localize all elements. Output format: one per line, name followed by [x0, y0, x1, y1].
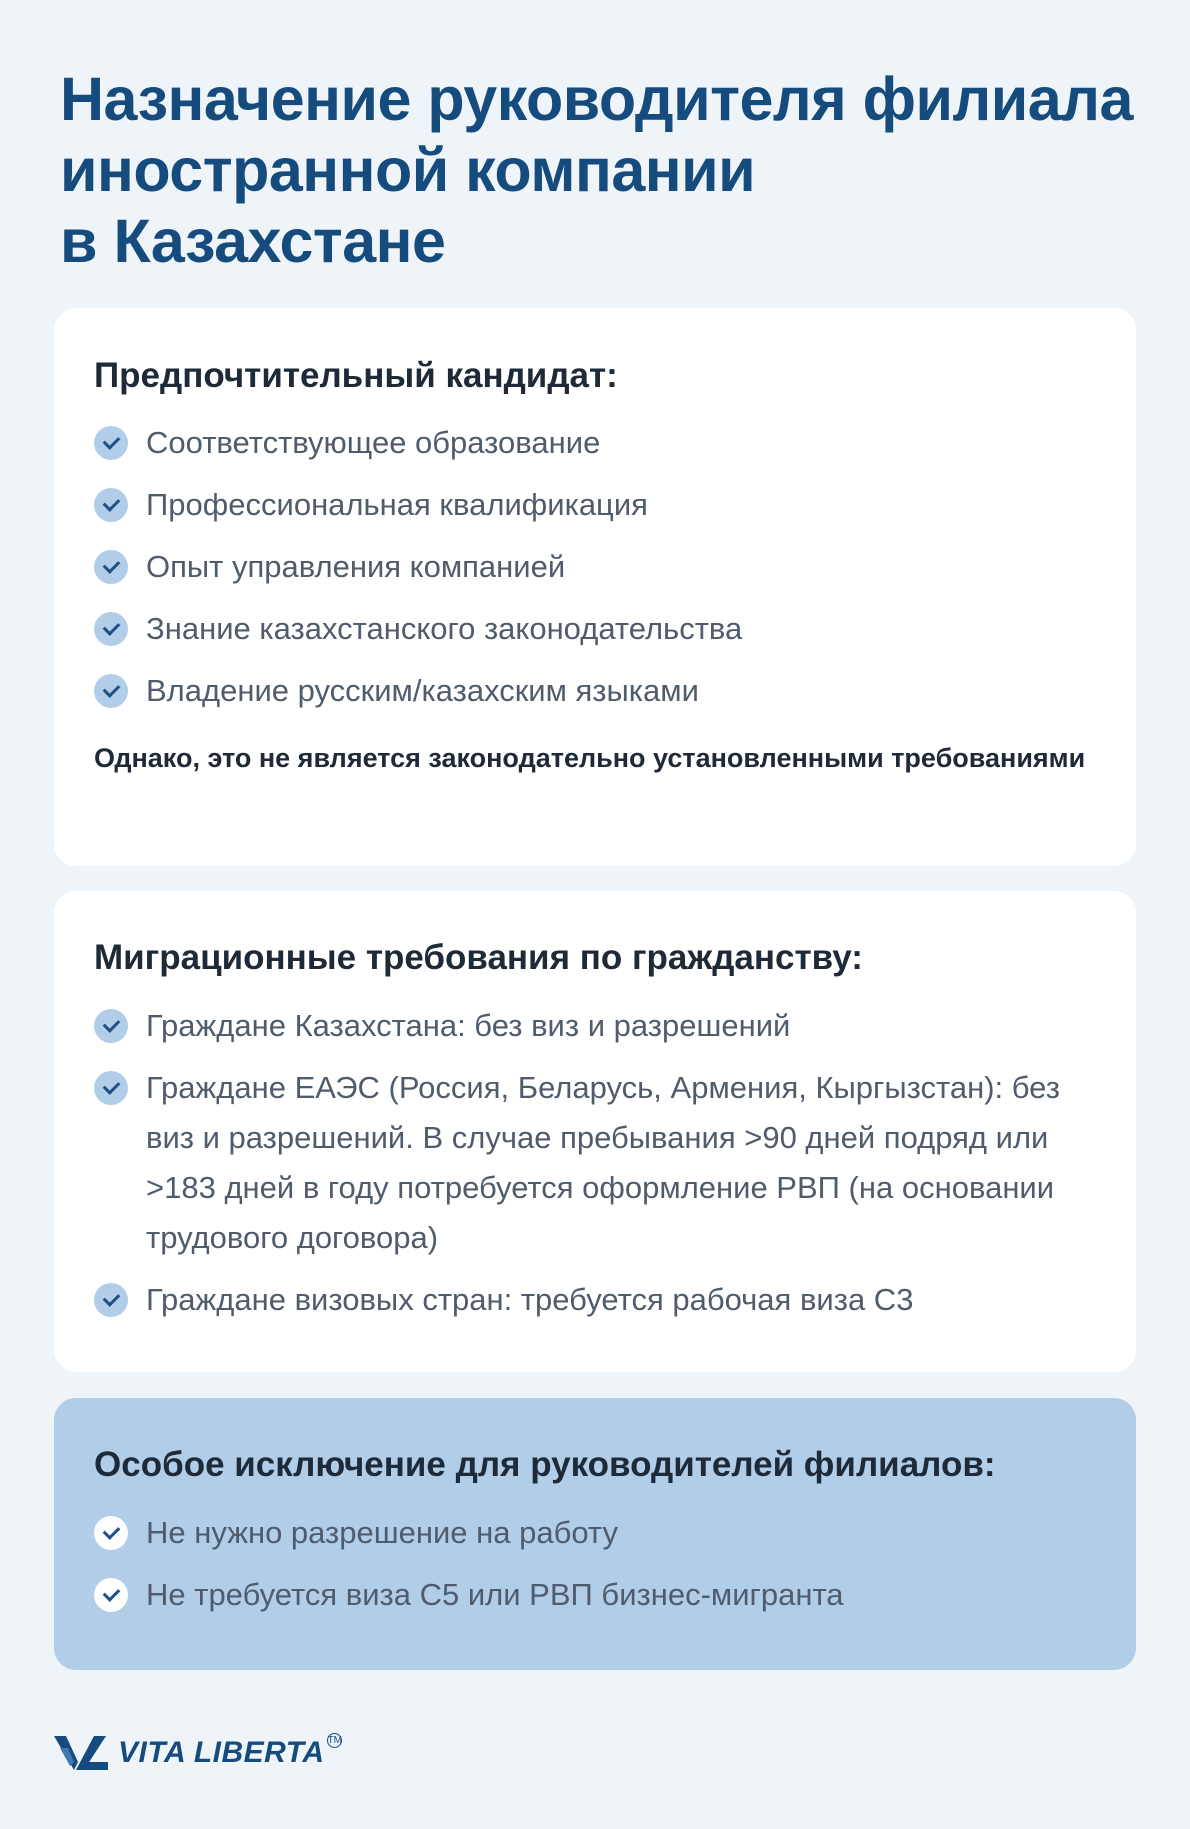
logo-text: VITA LIBERTA [118, 1736, 325, 1769]
trademark-icon: TM [327, 1735, 343, 1746]
list-item-text: Знание казахстанского законодательства [146, 611, 743, 646]
check-icon [94, 1071, 128, 1105]
list-item-text: Не требуется виза С5 или РВП бизнес-мигранта [146, 1577, 844, 1612]
vita-liberta-logo-mark-icon [54, 1732, 110, 1774]
check-icon [94, 550, 128, 584]
migration-list [94, 1001, 1096, 1337]
list-item-text: Соответствующее образование [146, 425, 601, 460]
list-item-text: Профессиональная квалификация [146, 487, 648, 522]
list-item [94, 1001, 1096, 1063]
list-item [94, 480, 1096, 542]
title-line-2: иностранной компании [60, 136, 756, 204]
migration-heading: Миграционные требования по гражданству: [94, 938, 863, 977]
list-item-text: Опыт управления компанией [146, 549, 566, 584]
check-icon [94, 1578, 128, 1612]
check-icon [94, 674, 128, 708]
list-item-text: Граждане Казахстана: без виз и разрешений [146, 1008, 791, 1043]
list-item [94, 666, 1096, 728]
preferred-note: Однако, это не является законодательно установленными требованиями [94, 743, 1086, 773]
list-item [94, 1063, 1096, 1275]
check-icon [94, 488, 128, 522]
list-item [94, 1275, 1096, 1337]
list-item [94, 542, 1096, 604]
page-title [60, 64, 1140, 277]
check-icon [94, 1283, 128, 1317]
list-item [94, 418, 1096, 480]
list-item-text: Граждане ЕАЭС (Россия, Беларусь, Армения, Кыргызстан): без виз и разрешений. В случае пребывания >90 дней подряд или >183 дней в году потребуется оформление РВП (на основании трудового договора) [146, 1070, 1060, 1255]
list-item [94, 1508, 1096, 1570]
migration-requirements-card [54, 891, 1136, 1372]
check-icon [94, 426, 128, 460]
exception-list [94, 1508, 1096, 1632]
title-line-1: Назначение руководителя филиала [60, 65, 1133, 133]
preferred-candidate-heading: Предпочтительный кандидат: [94, 356, 618, 395]
preferred-candidate-list [94, 418, 1096, 728]
special-exception-card [54, 1398, 1136, 1670]
check-icon [94, 1516, 128, 1550]
list-item-text: Граждане визовых стран: требуется рабочая виза С3 [146, 1282, 914, 1317]
list-item-text: Владение русским/казахским языками [146, 673, 699, 708]
vita-liberta-logo [54, 1731, 342, 1775]
preferred-candidate-card [54, 308, 1136, 866]
exception-heading: Особое исключение для руководителей филиалов: [94, 1445, 996, 1484]
title-line-3: в Казахстане [60, 207, 446, 275]
check-icon [94, 612, 128, 646]
list-item [94, 1570, 1096, 1632]
list-item [94, 604, 1096, 666]
list-item-text: Не нужно разрешение на работу [146, 1515, 618, 1550]
check-icon [94, 1009, 128, 1043]
